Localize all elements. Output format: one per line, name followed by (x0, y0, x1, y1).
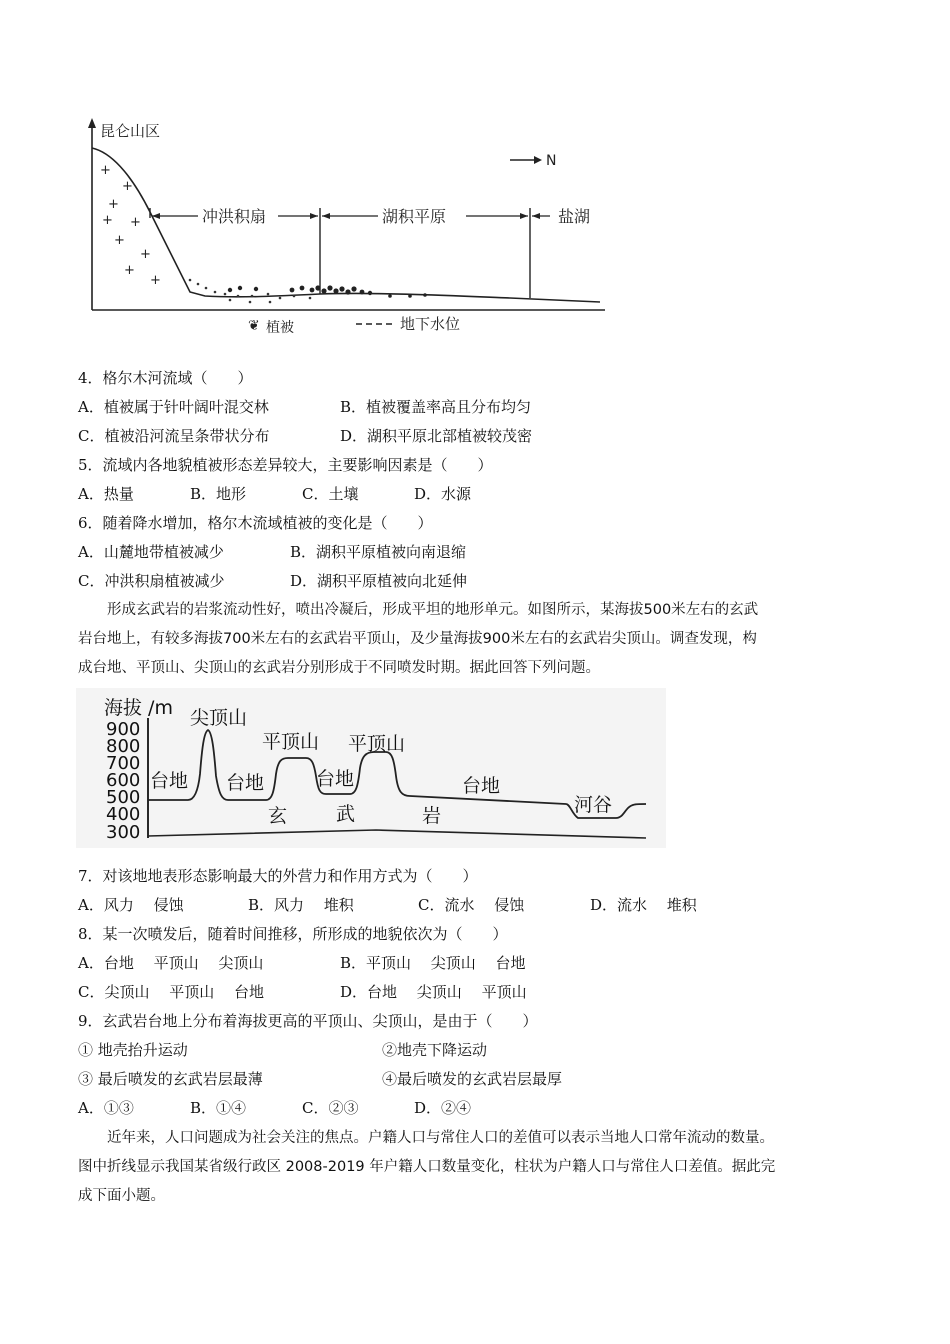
q5-option-a[interactable]: A．热量 (78, 485, 134, 503)
north-label: N (546, 153, 557, 169)
q6-option-b[interactable]: B．湖积平原植被向南退缩 (290, 543, 467, 561)
y-axis-arrow (88, 118, 96, 128)
zone-label-salt-lake: 盐湖 (558, 207, 591, 226)
q4-option-b[interactable]: B．植被覆盖率高且分布均匀 (340, 398, 532, 416)
q8-options-row1 (78, 953, 878, 973)
vegetation-legend-icon: ❦ (248, 318, 260, 334)
passage-population (78, 1124, 878, 1211)
q8-option-c[interactable]: C．尖顶山 平顶山 台地 (78, 983, 265, 1001)
tick-600: 600 (106, 770, 141, 791)
passage-basalt-line2: 岩台地上，有较多海拔700米左右的玄武岩平顶山，及少量海拔900米左右的玄武岩尖顶山。调查发现，构 (78, 631, 757, 647)
label-tableland-2: 台地 (226, 772, 265, 794)
q9-statement-1: ① 地壳抬升运动 (78, 1041, 188, 1059)
q4-options-row1 (78, 397, 878, 417)
mountain-profile (92, 148, 600, 302)
svg-text:+: + (122, 179, 133, 194)
q7-option-b[interactable]: B．风力 堆积 (248, 896, 354, 914)
q6-option-d[interactable]: D．湖积平原植被向北延伸 (290, 572, 468, 590)
zone-arrow-2-left-head (322, 213, 330, 219)
label-basalt-2: 武 (336, 803, 356, 825)
q6-stem: 6．随着降水增加，格尔木流域植被的变化是（ ） (78, 514, 433, 532)
svg-text:+: + (108, 197, 119, 212)
label-tableland-4: 台地 (462, 775, 501, 797)
groundwater-legend-label: 地下水位 (400, 315, 461, 333)
tick-700: 700 (106, 753, 141, 774)
q9-statement-4: ④最后喷发的玄武岩层最厚 (382, 1070, 563, 1088)
q8-option-d[interactable]: D．台地 尖顶山 平顶山 (340, 983, 527, 1001)
q9-stem: 9．玄武岩台地上分布着海拔更高的平顶山、尖顶山，是由于（ ） (78, 1012, 538, 1030)
svg-text:+: + (150, 273, 161, 288)
q9-option-c[interactable]: C．②③ (302, 1099, 359, 1117)
q9-statement-3: ③ 最后喷发的玄武岩层最薄 (78, 1070, 263, 1088)
q7-option-a[interactable]: A．风力 侵蚀 (78, 896, 184, 914)
label-tableland-1: 台地 (150, 770, 189, 792)
q7-options-row (78, 895, 878, 915)
q9-statements-row1 (78, 1040, 878, 1060)
q6-option-a[interactable]: A．山麓地带植被减少 (78, 543, 224, 561)
q4-option-d[interactable]: D．湖积平原北部植被较茂密 (340, 427, 533, 445)
label-sharp-peak: 尖顶山 (190, 707, 248, 729)
y-axis-label: 海拔 /m (104, 697, 173, 719)
q8-option-b[interactable]: B．平顶山 尖顶山 台地 (340, 954, 526, 972)
q9-option-b[interactable]: B．①④ (190, 1099, 247, 1117)
zone-label-alluvial-fan: 冲洪积扇 (202, 207, 267, 226)
mountain-rock-symbols (100, 163, 161, 288)
q5-option-d[interactable]: D．水源 (414, 485, 472, 503)
zone-arrow-1-right-head (310, 213, 318, 219)
q6-options-row2 (78, 571, 878, 591)
zone-arrow-3-left-head (532, 213, 540, 219)
q5-option-b[interactable]: B．地形 (190, 485, 247, 503)
q6-option-c[interactable]: C．冲洪积扇植被减少 (78, 572, 225, 590)
figure-golmud-profile (80, 112, 610, 342)
svg-text:+: + (100, 163, 111, 178)
label-valley: 河谷 (574, 794, 613, 816)
q8-stem: 8．某一次喷发后，随着时间推移，所形成的地貌依次为（ ） (78, 925, 508, 943)
q9-statements-row2 (78, 1069, 878, 1089)
label-basalt-1: 玄 (268, 805, 288, 827)
q7-stem: 7．对该地地表形态影响最大的外营力和作用方式为（ ） (78, 867, 478, 885)
tick-400: 400 (106, 804, 141, 825)
q9-statement-2: ②地壳下降运动 (382, 1041, 488, 1059)
label-flat-top-1: 平顶山 (262, 731, 320, 753)
svg-text:+: + (102, 213, 113, 228)
q4-options-row2 (78, 426, 878, 446)
q4-option-a[interactable]: A．植被属于针叶阔叶混交林 (78, 398, 269, 416)
svg-text:+: + (114, 233, 125, 248)
q4-option-c[interactable]: C．植被沿河流呈条带状分布 (78, 427, 270, 445)
svg-text:+: + (124, 263, 135, 278)
zone-label-lacustrine-plain: 湖积平原 (382, 207, 447, 226)
q9-option-d[interactable]: D．②④ (414, 1099, 472, 1117)
tick-800: 800 (106, 736, 141, 757)
passage-basalt (78, 596, 878, 683)
svg-text:+: + (140, 247, 151, 262)
tick-300: 300 (106, 822, 141, 843)
q6-options-row1 (78, 542, 878, 562)
q8-option-a[interactable]: A．台地 平顶山 尖顶山 (78, 954, 264, 972)
q9-option-a[interactable]: A．①③ (78, 1099, 134, 1117)
label-flat-top-2: 平顶山 (348, 733, 406, 755)
q5-options-row (78, 484, 878, 504)
y-axis-label: 昆仑山区 (100, 122, 161, 140)
q8-options-row2 (78, 982, 878, 1002)
passage-basalt-line1: 形成玄武岩的岩浆流动性好，喷出冷凝后，形成平坦的地形单元。如图所示，某海拔500米左右的玄武 (107, 602, 759, 618)
q9-options-row (78, 1098, 878, 1118)
y-axis-ticks (106, 719, 140, 843)
north-arrow-head (534, 156, 542, 164)
figure-basalt-profile (76, 688, 666, 848)
q5-stem: 5．流域内各地貌植被形态差异较大，主要影响因素是（ ） (78, 456, 493, 474)
passage-population-line3: 成下面小题。 (78, 1188, 165, 1204)
tick-500: 500 (106, 787, 141, 808)
tick-900: 900 (106, 719, 141, 740)
passage-basalt-line3: 成台地、平顶山、尖顶山的玄武岩分别形成于不同喷发时期。据此回答下列问题。 (78, 660, 600, 676)
label-tableland-3: 台地 (316, 768, 355, 790)
zone-arrow-2-right-head (520, 213, 528, 219)
label-basalt-3: 岩 (422, 805, 442, 827)
q4-stem: 4．格尔木河流域（ ） (78, 369, 253, 387)
svg-text:+: + (130, 215, 141, 230)
passage-population-line1: 近年来，人口问题成为社会关注的焦点。户籍人口与常住人口的差值可以表示当地人口常年流动的数量。 (107, 1130, 774, 1146)
q5-option-c[interactable]: C．土壤 (302, 485, 359, 503)
q7-option-c[interactable]: C．流水 侵蚀 (418, 896, 525, 914)
passage-population-line2: 图中折线显示我国某省级行政区 2008-2019 年户籍人口数量变化，柱状为户籍人口与常住人口差值。据此完 (78, 1159, 776, 1175)
q7-option-d[interactable]: D．流水 堆积 (590, 896, 697, 914)
vegetation-legend-label: 植被 (266, 320, 294, 336)
